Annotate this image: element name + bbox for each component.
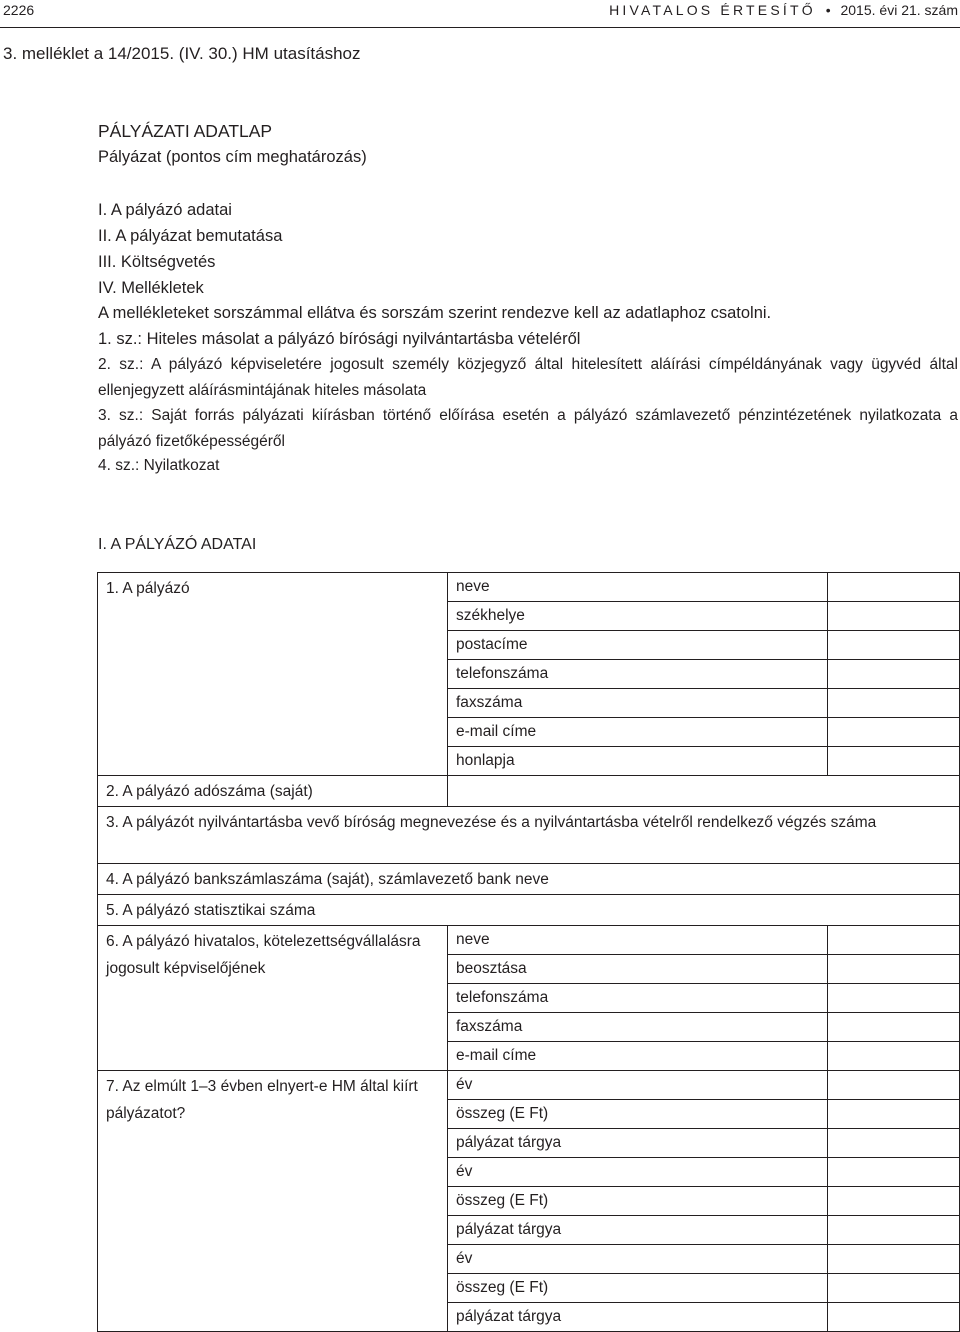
value-cell[interactable]	[828, 1274, 960, 1303]
field-label: pályázat tárgya	[448, 1216, 828, 1245]
value-cell[interactable]	[828, 1187, 960, 1216]
value-cell[interactable]	[828, 747, 960, 776]
annex-title: 3. melléklet a 14/2015. (IV. 30.) HM utasításhoz	[3, 44, 361, 63]
table-row	[98, 895, 960, 926]
tax-number-label: 2. A pályázó adószáma (saját)	[98, 776, 448, 807]
field-label: év	[448, 1071, 828, 1100]
table-row	[98, 864, 960, 895]
representative-label: 6. A pályázó hivatalos, kötelezettségvállalásra jogosult képviselőjének	[98, 926, 448, 1071]
toc-item: III. Költségvetés	[98, 253, 216, 271]
value-cell[interactable]	[828, 660, 960, 689]
annex-item: 2. sz.: A pályázó képviseletére jogosult személy közjegyző által hitelesített aláírási címpéldányának vagy ügyvéd által ellenjegyzett aláírásmintájának hiteles másolata	[98, 356, 958, 399]
value-cell[interactable]	[828, 1245, 960, 1274]
applicant-data-table	[97, 572, 960, 1332]
toc-item: IV. Mellékletek	[98, 279, 204, 297]
value-cell[interactable]	[828, 1100, 960, 1129]
table-row	[98, 573, 960, 602]
annex-item: 4. sz.: Nyilatkozat	[98, 457, 220, 474]
form-subtitle: Pályázat (pontos cím meghatározás)	[98, 148, 367, 166]
field-label: év	[448, 1245, 828, 1274]
journal-name: HIVATALOS ÉRTESÍTŐ	[609, 2, 816, 18]
field-label: összeg (E Ft)	[448, 1100, 828, 1129]
past-awards-label: 7. Az elmúlt 1–3 évben elnyert-e HM által kiírt pályázatot?	[98, 1071, 448, 1332]
field-label: neve	[448, 926, 828, 955]
field-label: telefonszáma	[448, 984, 828, 1013]
field-label: pályázat tárgya	[448, 1129, 828, 1158]
field-label: telefonszáma	[448, 660, 828, 689]
value-cell[interactable]	[828, 1129, 960, 1158]
journal-header	[609, 2, 958, 18]
value-cell[interactable]	[828, 1158, 960, 1187]
form-title: PÁLYÁZATI ADATLAP	[98, 121, 273, 141]
field-label: székhelye	[448, 602, 828, 631]
section-heading: I. A PÁLYÁZÓ ADATAI	[98, 536, 257, 553]
value-cell[interactable]	[828, 1216, 960, 1245]
value-cell[interactable]	[828, 689, 960, 718]
field-label: év	[448, 1158, 828, 1187]
field-label: pályázat tárgya	[448, 1303, 828, 1332]
value-cell[interactable]	[828, 926, 960, 955]
annex-item: 1. sz.: Hiteles másolat a pályázó bírósági nyilvántartásba vételéről	[98, 330, 581, 348]
value-cell[interactable]	[448, 776, 960, 807]
page-number: 2226	[3, 2, 35, 18]
value-cell[interactable]	[828, 1013, 960, 1042]
court-label[interactable]: 3. A pályázót nyilvántartásba vevő bíróság megnevezése és a nyilvántartásba vételről rendelkező végzés száma	[98, 807, 960, 864]
field-label: neve	[448, 573, 828, 602]
table-row	[98, 776, 960, 807]
value-cell[interactable]	[828, 718, 960, 747]
field-label: faxszáma	[448, 689, 828, 718]
value-cell[interactable]	[828, 955, 960, 984]
value-cell[interactable]	[828, 631, 960, 660]
toc-item: II. A pályázat bemutatása	[98, 227, 283, 245]
toc-item: I. A pályázó adatai	[98, 201, 232, 219]
value-cell[interactable]	[828, 984, 960, 1013]
field-label: e-mail címe	[448, 1042, 828, 1071]
field-label: e-mail címe	[448, 718, 828, 747]
value-cell[interactable]	[828, 602, 960, 631]
applicant-label: 1. A pályázó	[98, 573, 448, 776]
field-label: összeg (E Ft)	[448, 1274, 828, 1303]
field-label: faxszáma	[448, 1013, 828, 1042]
annex-item: 3. sz.: Saját forrás pályázati kiírásban történő előírása esetén a pályázó számlavezető pénzintézetének nyilatkozata a pályázó fizetőképességéről	[98, 407, 958, 450]
bank-label[interactable]: 4. A pályázó bankszámlaszáma (saját), számlavezető bank neve	[98, 864, 960, 895]
field-label: postacíme	[448, 631, 828, 660]
header-rule	[0, 27, 960, 28]
issue-number: 2015. évi 21. szám	[840, 2, 958, 18]
value-cell[interactable]	[828, 1042, 960, 1071]
header-separator: •	[825, 2, 831, 18]
statistics-label[interactable]: 5. A pályázó statisztikai száma	[98, 895, 960, 926]
value-cell[interactable]	[828, 1303, 960, 1332]
field-label: beosztása	[448, 955, 828, 984]
field-label: összeg (E Ft)	[448, 1187, 828, 1216]
value-cell[interactable]	[828, 573, 960, 602]
table-row	[98, 807, 960, 864]
value-cell[interactable]	[828, 1071, 960, 1100]
annex-note: A mellékleteket sorszámmal ellátva és sorszám szerint rendezve kell az adatlaphoz csatolni.	[98, 304, 772, 322]
field-label: honlapja	[448, 747, 828, 776]
table-row	[98, 1071, 960, 1100]
table-row	[98, 926, 960, 955]
